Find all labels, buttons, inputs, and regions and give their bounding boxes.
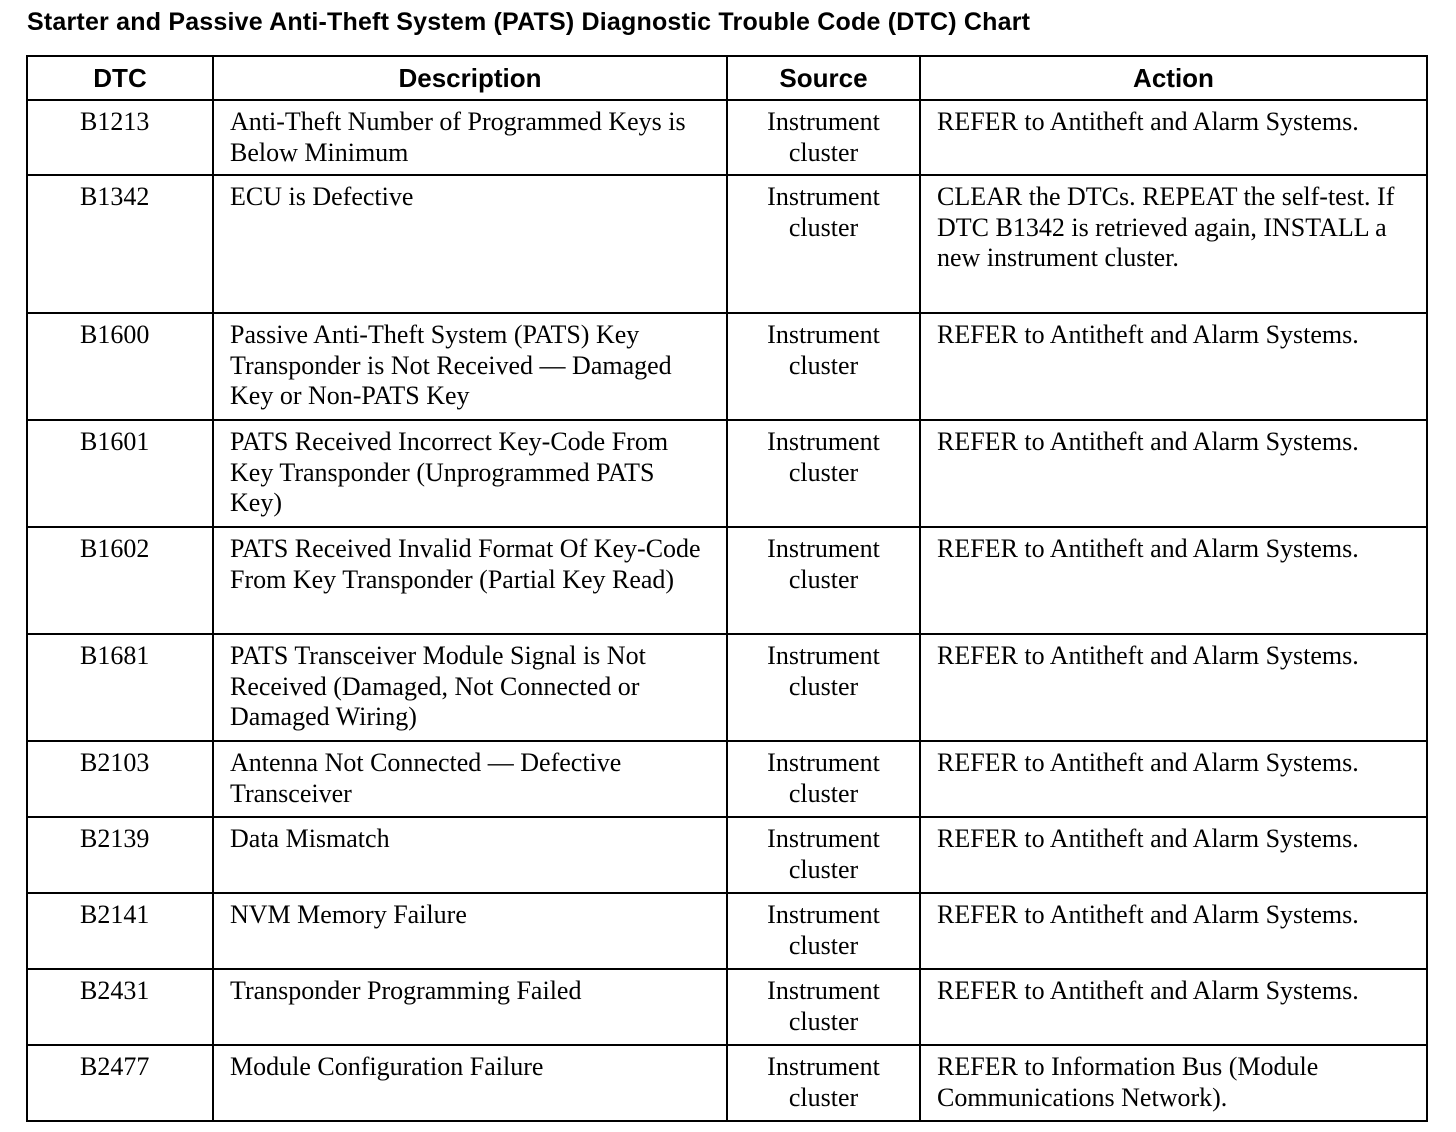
table-row [27, 893, 1427, 969]
dtc-action: REFER to Antitheft and Alarm Systems. [920, 893, 1427, 969]
dtc-code: B1601 [27, 420, 213, 527]
dtc-code: B2103 [27, 741, 213, 817]
table-row [27, 741, 1427, 817]
dtc-code: B2431 [27, 969, 213, 1045]
dtc-code: B1213 [27, 100, 213, 175]
dtc-description: PATS Transceiver Module Signal is Not Received (Damaged, Not Connected or Damaged Wiring) [213, 634, 727, 741]
column-header-action: Action [920, 56, 1427, 100]
dtc-source: Instrument cluster [727, 527, 920, 634]
table-row [27, 527, 1427, 634]
dtc-description: Data Mismatch [213, 817, 727, 893]
dtc-source: Instrument cluster [727, 817, 920, 893]
dtc-description: Passive Anti-Theft System (PATS) Key Transponder is Not Received — Damaged Key or Non-PATS Key [213, 313, 727, 420]
table-row [27, 969, 1427, 1045]
dtc-description: Anti-Theft Number of Programmed Keys is Below Minimum [213, 100, 727, 175]
dtc-description: Transponder Programming Failed [213, 969, 727, 1045]
dtc-chart-table [26, 55, 1428, 1122]
table-row [27, 313, 1427, 420]
table-row [27, 100, 1427, 175]
table-row [27, 1045, 1427, 1121]
table-row [27, 634, 1427, 741]
dtc-description: Antenna Not Connected — Defective Transceiver [213, 741, 727, 817]
dtc-source: Instrument cluster [727, 1045, 920, 1121]
dtc-code: B1600 [27, 313, 213, 420]
dtc-description: ECU is Defective [213, 175, 727, 313]
column-header-source: Source [727, 56, 920, 100]
column-header-description: Description [213, 56, 727, 100]
table-row [27, 420, 1427, 527]
dtc-description: Module Configuration Failure [213, 1045, 727, 1121]
dtc-description: NVM Memory Failure [213, 893, 727, 969]
dtc-action: REFER to Antitheft and Alarm Systems. [920, 817, 1427, 893]
dtc-source: Instrument cluster [727, 100, 920, 175]
page-title: Starter and Passive Anti-Theft System (PATS) Diagnostic Trouble Code (DTC) Chart [27, 8, 1031, 36]
table-header-row [27, 56, 1427, 100]
dtc-action: REFER to Antitheft and Alarm Systems. [920, 100, 1427, 175]
dtc-description: PATS Received Invalid Format Of Key-Code From Key Transponder (Partial Key Read) [213, 527, 727, 634]
dtc-source: Instrument cluster [727, 741, 920, 817]
dtc-code: B1342 [27, 175, 213, 313]
dtc-action: REFER to Antitheft and Alarm Systems. [920, 741, 1427, 817]
dtc-source: Instrument cluster [727, 175, 920, 313]
column-header-dtc: DTC [27, 56, 213, 100]
dtc-code: B1681 [27, 634, 213, 741]
dtc-action: REFER to Antitheft and Alarm Systems. [920, 420, 1427, 527]
dtc-code: B2477 [27, 1045, 213, 1121]
dtc-description: PATS Received Incorrect Key-Code From Key Transponder (Unprogrammed PATS Key) [213, 420, 727, 527]
dtc-code: B2141 [27, 893, 213, 969]
dtc-action: REFER to Antitheft and Alarm Systems. [920, 527, 1427, 634]
dtc-source: Instrument cluster [727, 420, 920, 527]
dtc-action: REFER to Antitheft and Alarm Systems. [920, 634, 1427, 741]
table-row [27, 817, 1427, 893]
dtc-action: REFER to Information Bus (Module Communications Network). [920, 1045, 1427, 1121]
table-row [27, 175, 1427, 313]
dtc-source: Instrument cluster [727, 969, 920, 1045]
dtc-source: Instrument cluster [727, 313, 920, 420]
dtc-action: CLEAR the DTCs. REPEAT the self-test. If DTC B1342 is retrieved again, INSTALL a new instrument cluster. [920, 175, 1427, 313]
dtc-action: REFER to Antitheft and Alarm Systems. [920, 313, 1427, 420]
dtc-source: Instrument cluster [727, 634, 920, 741]
dtc-code: B1602 [27, 527, 213, 634]
dtc-code: B2139 [27, 817, 213, 893]
dtc-source: Instrument cluster [727, 893, 920, 969]
dtc-action: REFER to Antitheft and Alarm Systems. [920, 969, 1427, 1045]
